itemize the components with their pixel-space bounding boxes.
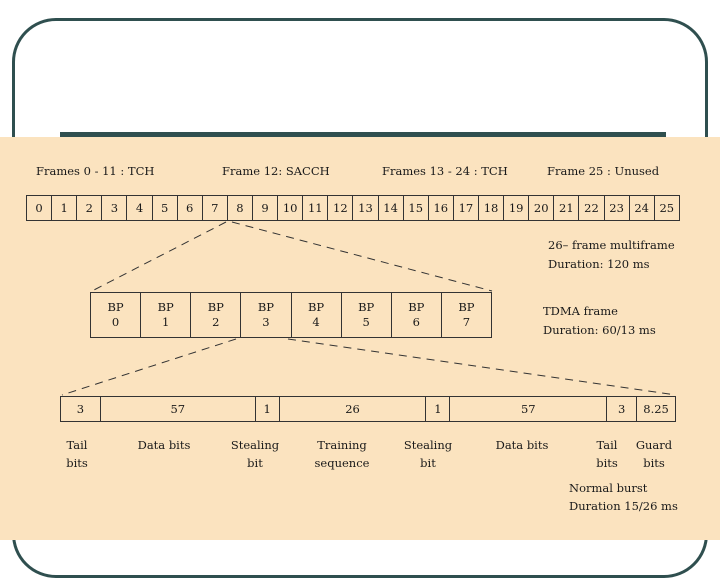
frame-cell: 8 bbox=[228, 196, 253, 220]
tdma-slot-number: 6 bbox=[412, 315, 420, 329]
burst-field-label: Guard bbox=[635, 438, 673, 452]
tdma-slot-number: 5 bbox=[362, 315, 370, 329]
burst-field-label: Stealing bbox=[230, 438, 280, 452]
frame-cell: 7 bbox=[203, 196, 228, 220]
tdma-caption-duration: Duration: 60/13 ms bbox=[543, 323, 656, 337]
tdma-slot bbox=[191, 293, 241, 337]
frame-cell: 16 bbox=[429, 196, 454, 220]
frame-cell: 23 bbox=[605, 196, 630, 220]
burst-field-sublabel: bit bbox=[420, 456, 436, 470]
burst-field-label: Data bits bbox=[137, 438, 191, 452]
frame-cell: 12 bbox=[328, 196, 353, 220]
burst-field-sublabel: bits bbox=[66, 456, 88, 470]
frame-cell: 9 bbox=[253, 196, 278, 220]
frame-cell: 20 bbox=[529, 196, 554, 220]
burst-field: 1 bbox=[256, 397, 280, 421]
burst-field-label: Tail bbox=[596, 438, 618, 452]
frame-cell: 19 bbox=[504, 196, 529, 220]
tdma-slot-number: 2 bbox=[212, 315, 220, 329]
tdma-caption-title: TDMA frame bbox=[543, 304, 618, 318]
tdma-slot-number: 0 bbox=[111, 315, 120, 329]
frame-cell: 5 bbox=[153, 196, 178, 220]
frame-cell: 0 bbox=[27, 196, 52, 220]
tdma-slot-number: 7 bbox=[462, 315, 471, 329]
frame-cell: 1 bbox=[52, 196, 77, 220]
tdma-slot bbox=[442, 293, 492, 337]
group-label-sacch: Frame 12: SACCH bbox=[222, 164, 330, 178]
tdma-slot-number: 3 bbox=[262, 315, 270, 329]
tdma-frame-row bbox=[90, 292, 492, 338]
multiframe-caption-title: 26– frame multiframe bbox=[548, 238, 675, 252]
multiframe-caption-duration: Duration: 120 ms bbox=[548, 257, 650, 271]
frame-cell: 10 bbox=[278, 196, 303, 220]
frame-cell: 14 bbox=[379, 196, 404, 220]
burst-field-label: Training bbox=[317, 438, 367, 452]
tdma-slot-label: BP bbox=[358, 300, 375, 314]
frame-cell: 18 bbox=[479, 196, 504, 220]
frame-cell: 24 bbox=[630, 196, 655, 220]
burst-field: 3 bbox=[61, 397, 101, 421]
burst-field-sublabel: bit bbox=[247, 456, 263, 470]
tdma-slot-label: BP bbox=[257, 300, 275, 314]
burst-field-label: Tail bbox=[66, 438, 88, 452]
tdma-slot-label: BP bbox=[157, 300, 174, 314]
burst-field: 8.25 bbox=[637, 397, 676, 421]
frame-cell: 25 bbox=[655, 196, 680, 220]
tdma-slot bbox=[91, 293, 141, 337]
group-label-tch-13-24: Frames 13 - 24 : TCH bbox=[382, 164, 508, 178]
frame-cell: 3 bbox=[102, 196, 127, 220]
group-label-unused: Frame 25 : Unused bbox=[547, 164, 660, 178]
tdma-slot bbox=[342, 293, 392, 337]
burst-field: 1 bbox=[426, 397, 450, 421]
frame-cell: 15 bbox=[404, 196, 429, 220]
tdma-slot-label: BP bbox=[408, 300, 425, 314]
burst-field-sublabel: bits bbox=[643, 456, 665, 470]
frame-cell: 17 bbox=[454, 196, 479, 220]
burst-field-sublabel: bits bbox=[596, 456, 618, 470]
frame-cell: 21 bbox=[554, 196, 579, 220]
frame-cell: 13 bbox=[353, 196, 378, 220]
tdma-slot-label: BP bbox=[107, 300, 124, 314]
burst-field: 57 bbox=[450, 397, 607, 421]
frame-cell: 2 bbox=[77, 196, 102, 220]
tdma-slot-label: BP bbox=[458, 300, 475, 314]
frame-cell: 22 bbox=[579, 196, 604, 220]
normal-burst-row bbox=[60, 396, 676, 422]
tdma-slot-number: 4 bbox=[312, 315, 320, 329]
tdma-slot bbox=[292, 293, 342, 337]
burst-field-label: Stealing bbox=[403, 438, 453, 452]
burst-field: 3 bbox=[607, 397, 637, 421]
burst-caption-title: Normal burst bbox=[569, 481, 648, 495]
multiframe-row bbox=[26, 195, 680, 221]
frame-cell: 11 bbox=[303, 196, 328, 220]
tdma-slot-number: 1 bbox=[162, 315, 170, 329]
frame-cell: 6 bbox=[178, 196, 203, 220]
tdma-slot bbox=[241, 293, 291, 337]
burst-field-label: Data bits bbox=[495, 438, 549, 452]
burst-field-sublabel: sequence bbox=[314, 456, 370, 470]
tdma-slot-label: BP bbox=[307, 300, 325, 314]
group-label-tch-0-11: Frames 0 - 11 : TCH bbox=[36, 164, 155, 178]
burst-field: 26 bbox=[280, 397, 427, 421]
tdma-slot-label: BP bbox=[207, 300, 224, 314]
tdma-slot bbox=[141, 293, 191, 337]
tdma-slot bbox=[392, 293, 442, 337]
frame-cell: 4 bbox=[127, 196, 152, 220]
burst-field: 57 bbox=[101, 397, 256, 421]
burst-caption-duration: Duration 15/26 ms bbox=[569, 499, 678, 513]
